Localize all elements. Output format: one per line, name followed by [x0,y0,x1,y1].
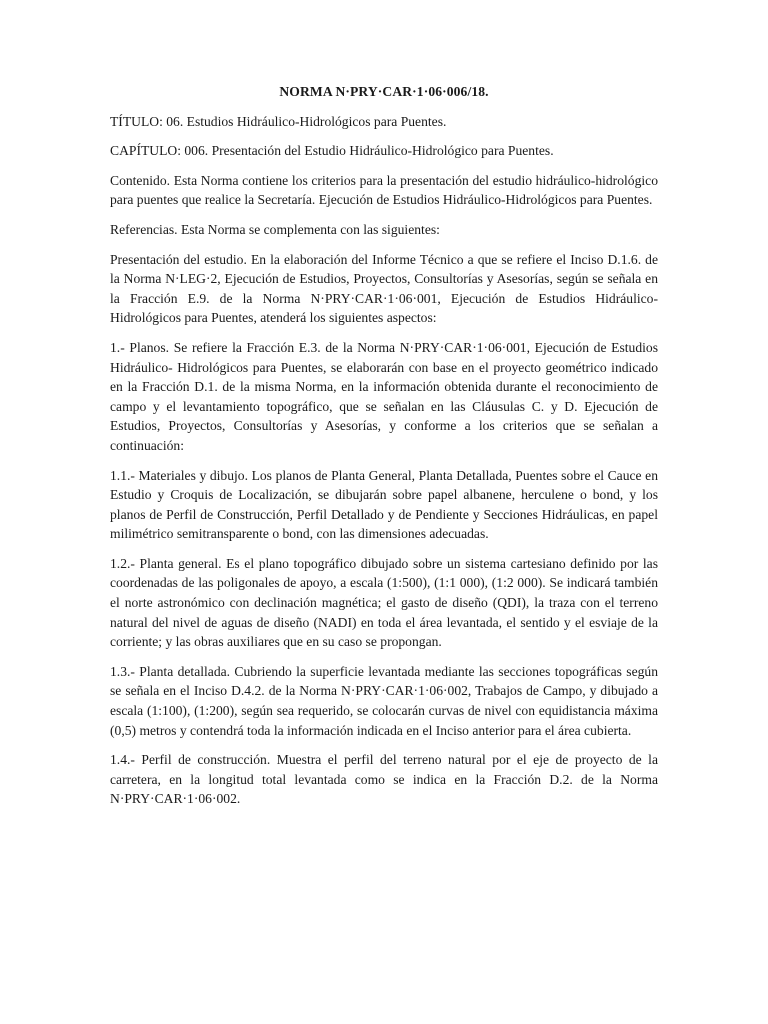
presentacion-paragraph: Presentación del estudio. En la elaboración del Informe Técnico a que se refiere el Inciso D.1.6. de la Norma N·LEG·2, Ejecución de Estudios, Proyectos, Consultorías y Asesorías, según se señala en la Fracción E.9. de la Norma N·PRY·CAR·1·06·001, Ejecución de Estudios Hidráulico-Hidrológicos para Puentes, atenderá los siguientes aspectos: [110,251,658,326]
perfil-construccion-paragraph: 1.4.- Perfil de construcción. Muestra el perfil del terreno natural por el eje de proyecto de la carretera, en la longitud total levantada como se indica en la Fracción D.2. de la Norma N·PRY·CAR·1·06·002. [110,752,658,807]
materiales-paragraph: 1.1.- Materiales y dibujo. Los planos de Planta General, Planta Detallada, Puentes sobre el Cauce en Estudio y Croquis de Localización, se dibujarán sobre papel albanene, herculene o bond, y los planos de Perfil de Construcción, Perfil Detallado y de Pendiente y Secciones Hidráulicas, en papel milimétrico semitransparente o bond, con las dimensiones adecuadas. [110,467,658,542]
referencias-paragraph: Referencias. Esta Norma se complementa con las siguientes: [110,221,440,237]
document-page [110,82,658,819]
titulo-paragraph: TÍTULO: 06. Estudios Hidráulico-Hidrológicos para Puentes. [110,113,447,129]
planta-detallada-paragraph: 1.3.- Planta detallada. Cubriendo la superficie levantada mediante las secciones topográficas según se señala en el Inciso D.4.2. de la Norma N·PRY·CAR·1·06·002, Trabajos de Campo, y dibujado a escala (1:100), (1:200), según sea requerido, se colocarán curvas de nivel con equidistancia máxima (0,5) metros y contendrá toda la información indicada en el Inciso anterior para el área cubierta. [110,663,658,738]
planta-general-paragraph: 1.2.- Planta general. Es el plano topográfico dibujado sobre un sistema cartesiano definido por las coordenadas de las poligonales de apoyo, a escala (1:500), (1:1 000), (1:2 000). Se indicará también el norte astronómico con declinación magnética; el gasto de diseño (QDI), la traza con el terreno natural del nivel de aguas de diseño (NADI) en toda el área levantada, el sentido y el esviaje de la corriente; y las obras auxiliares que en su caso se propongan. [110,555,658,650]
capitulo-paragraph: CAPÍTULO: 006. Presentación del Estudio Hidráulico-Hidrológico para Puentes. [110,143,554,159]
planos-paragraph: 1.- Planos. Se refiere la Fracción E.3. de la Norma N·PRY·CAR·1·06·001, Ejecución de Estudios Hidráulico- Hidrológicos para Puentes, se elaborarán con base en el proyecto geométrico indicado en la Fracción D.1. de la misma Norma, en la información obtenida durante el reconocimiento de campo y el levantamiento topográfico, que se señalan en las Cláusulas C. y D. Ejecución de Estudios, Proyectos, Consultorías y Asesorías, y conforme a los criterios que se señalan a continuación: [110,339,658,453]
document-title: NORMA N·PRY·CAR·1·06·006/18. [279,84,489,99]
contenido-paragraph: Contenido. Esta Norma contiene los criterios para la presentación del estudio hidráulico-hidrológico para puentes que realice la Secretaría. Ejecución de Estudios Hidráulico-Hidrológicos para Puentes. [110,172,658,208]
